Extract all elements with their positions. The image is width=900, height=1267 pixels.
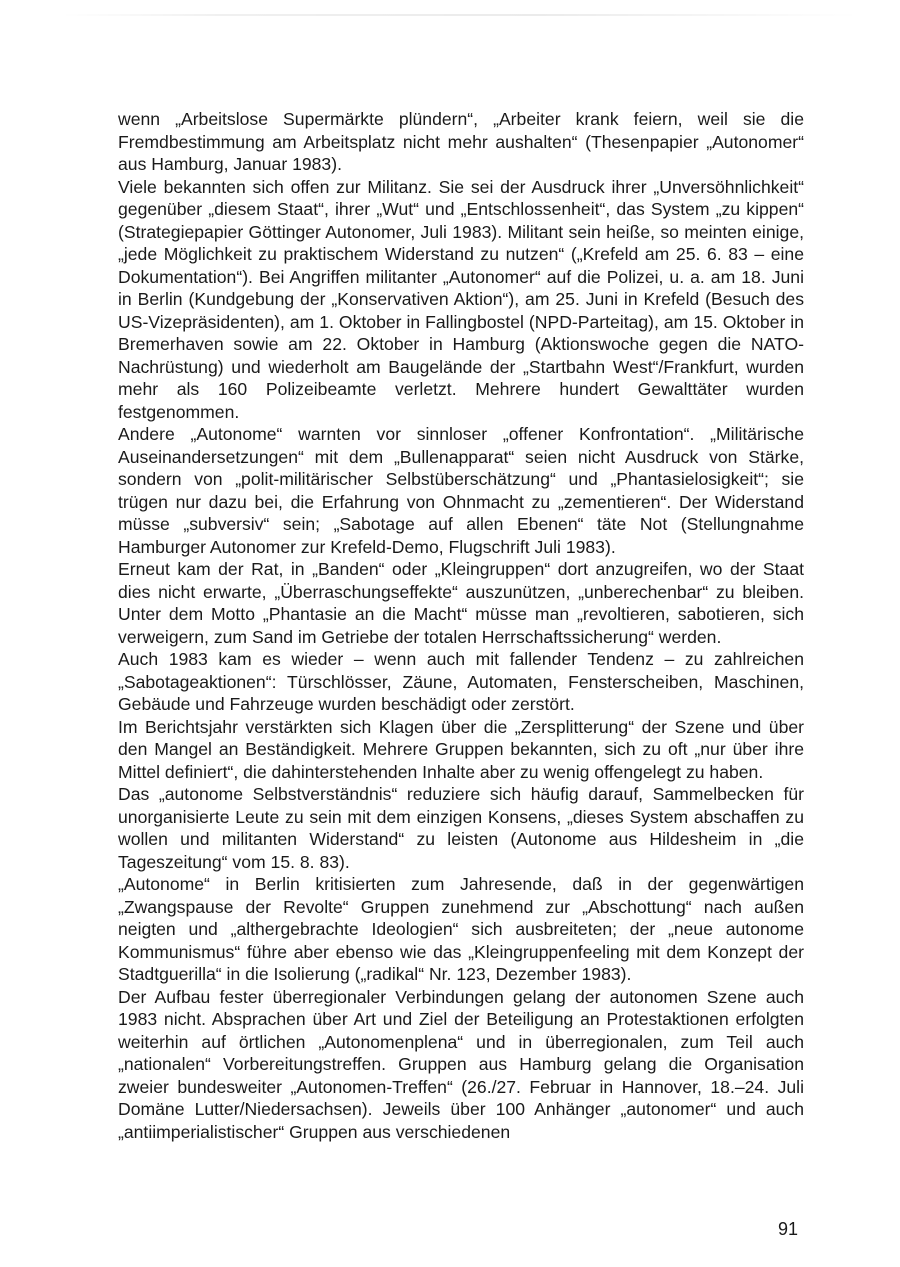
- paragraph: wenn „Arbeitslose Supermärkte plündern“, „Arbeiter krank feiern, weil sie die Fremdbestimmung am Arbeitsplatz nicht mehr aushalten“ (Thesenpapier „Autonomer“ aus Hamburg, Januar 1983).: [118, 109, 804, 174]
- page-number: 91: [778, 1219, 799, 1239]
- paragraph: Im Berichtsjahr verstärkten sich Klagen über die „Zersplitterung“ der Szene und über den Mangel an Beständigkeit. Mehrere Gruppen bekannten, sich zu oft „nur über ihre Mittel definiert“, die dahinterstehenden Inhalte aber zu wenig offengelegt zu haben.: [118, 716, 804, 782]
- scan-edge-shadow: [60, 14, 860, 16]
- page-body-text: [118, 108, 804, 1143]
- paragraph: Andere „Autonome“ warnten vor sinnloser „offener Konfrontation“. „Militärische Auseinandersetzungen“ mit dem „Bullenapparat“ seien nicht Ausdruck von Stärke, sondern von „polit-militärischer Selbstüberschätzung“ und „Phantasielosigkeit“; sie trügen nur dazu bei, die Erfahrung von Ohnmacht zu „zementieren“. Der Widerstand müsse „subversiv“ sein; „Sabotage auf allen Ebenen“ täte Not (Stellungnahme Hamburger Autonomer zur Krefeld-Demo, Flugschrift Juli 1983).: [118, 424, 804, 557]
- paragraph: Erneut kam der Rat, in „Banden“ oder „Kleingruppen“ dort anzugreifen, wo der Staat dies nicht erwarte, „Überraschungseffekte“ auszunützen, „unberechenbar“ zu bleiben. Unter dem Motto „Phantasie an die Macht“ müsse man „revoltieren, sabotieren, sich verweigern, zum Sand im Getriebe der totalen Herrschaftssicherung“ werden.: [118, 559, 804, 647]
- paragraph: „Autonome“ in Berlin kritisierten zum Jahresende, daß in der gegenwärtigen „Zwangspause der Revolte“ Gruppen zunehmend zur „Abschottung“ nach außen neigten und „althergebrachte Ideologien“ sich ausbreiteten; der „neue autonome Kommunismus“ führe aber ebenso wie das „Kleingruppenfeeling mit dem Konzept der Stadtguerilla“ in die Isolierung („radikal“ Nr. 123, Dezember 1983).: [118, 874, 804, 984]
- paragraph: Der Aufbau fester überregionaler Verbindungen gelang der autonomen Szene auch 1983 nicht. Absprachen über Art und Ziel der Beteiligung an Protestaktionen erfolgten weiterhin auf örtlichen „Autonomenplena“ und in überregionalen, zum Teil auch „nationalen“ Vorbereitungstreffen. Gruppen aus Hamburg gelang die Organisation zweier bundesweiter „Autonomen-Treffen“ (26./27. Februar in Hannover, 18.–24. Juli Domäne Lutter/Niedersachsen). Jeweils über 100 Anhänger „autonomer“ und auch „antiimperialistischer“ Gruppen aus verschiedenen: [118, 986, 804, 1142]
- paragraph: Das „autonome Selbstverständnis“ reduziere sich häufig darauf, Sammelbecken für unorganisierte Leute zu sein mit dem einzigen Konsens, „dieses System abschaffen zu wollen und militanten Widerstand“ zu leisten (Autonome aus Hildesheim in „die Tageszeitung“ vom 15. 8. 83).: [118, 784, 804, 872]
- paragraph: Auch 1983 kam es wieder – wenn auch mit fallender Tendenz – zu zahlreichen „Sabotageaktionen“: Türschlösser, Zäune, Automaten, Fensterscheiben, Maschinen, Gebäude und Fahrzeuge wurden beschädigt oder zerstört.: [118, 649, 804, 714]
- paragraph: Viele bekannten sich offen zur Militanz. Sie sei der Ausdruck ihrer „Unversöhnlichkeit“ gegenüber „diesem Staat“, ihrer „Wut“ und „Entschlossenheit“, das System „zu kippen“ (Strategiepapier Göttinger Autonomer, Juli 1983). Militant sein heiße, so meinten einige, „jede Möglichkeit zu praktischem Widerstand zu nutzen“ („Krefeld am 25. 6. 83 – eine Dokumentation“). Bei Angriffen militanter „Autonomer“ auf die Polizei, u. a. am 18. Juni in Berlin (Kundgebung der „Konservativen Aktion“), am 25. Juni in Krefeld (Besuch des US-Vizepräsidenten), am 1. Oktober in Fallingbostel (NPD-Parteitag), am 15. Oktober in Bremerhaven sowie am 22. Oktober in Hamburg (Aktionswoche gegen die NATO-Nachrüstung) und wiederholt am Baugelände der „Startbahn West“/Frankfurt, wurden mehr als 160 Polizeibeamte verletzt. Mehrere hundert Gewalttäter wurden festgenommen.: [118, 176, 804, 422]
